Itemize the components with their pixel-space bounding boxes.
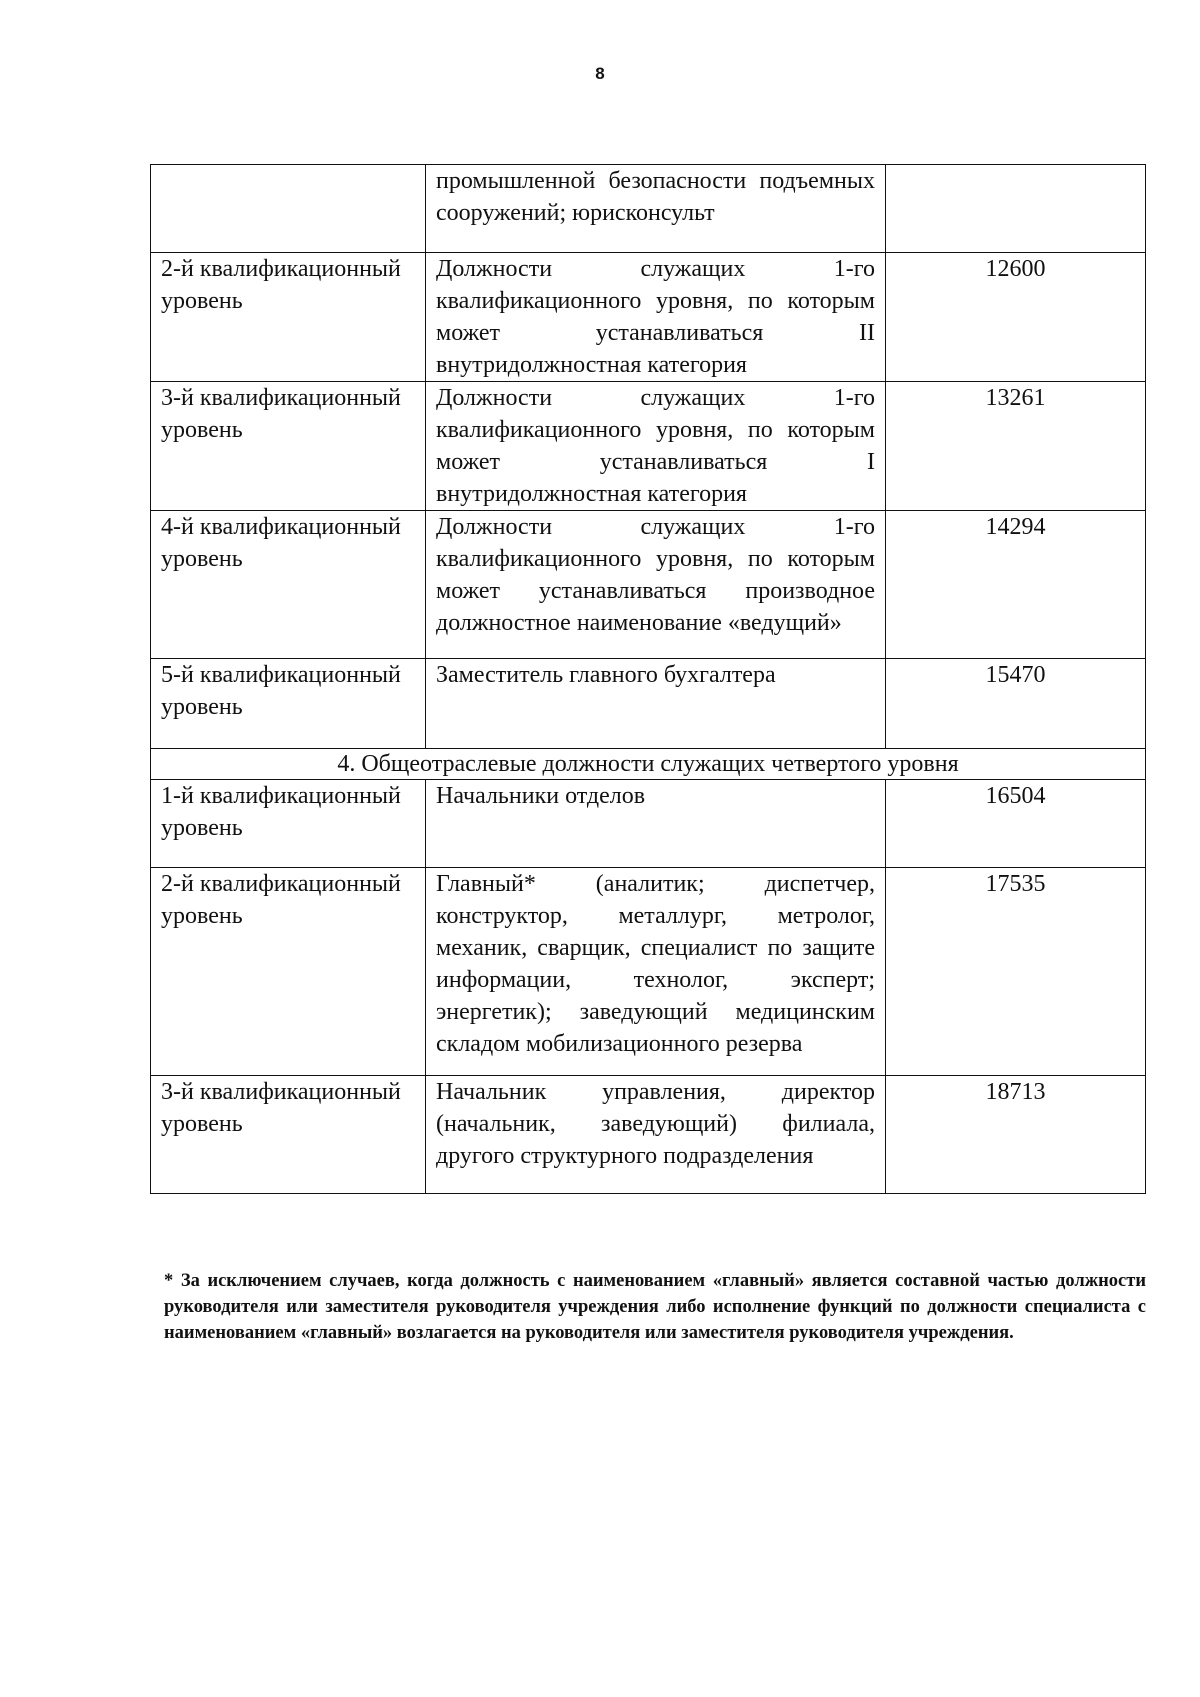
salary-cell: 14294: [886, 511, 1146, 659]
salary-cell: 13261: [886, 382, 1146, 511]
table-row: [151, 780, 1146, 868]
table-row: [151, 659, 1146, 749]
section-title: 4. Общеотраслевые должности служащих четвертого уровня: [151, 749, 1146, 780]
position-description-cell: Главный* (аналитик; диспетчер, конструктор, металлург, метролог, механик, сварщик, специалист по защите информации, технолог, эксперт; энергетик); заведующий медицинским складом мобилизационного резерва: [426, 868, 886, 1076]
salary-cell: 18713: [886, 1076, 1146, 1194]
salary-cell: 17535: [886, 868, 1146, 1076]
position-description-cell: Начальник управления, директор (начальник, заведующий) филиала, другого структурного подразделения: [426, 1076, 886, 1194]
qualification-level-cell: 4-й квалификационный уровень: [151, 511, 426, 659]
position-description-cell: промышленной безопасности подъемных сооружений; юрисконсульт: [426, 165, 886, 253]
table-body: [151, 165, 1146, 1194]
qualification-salary-table: [150, 164, 1146, 1194]
table-row: [151, 1076, 1146, 1194]
footnote-text: За исключением случаев, когда должность с наименованием «главный» является составной частью должности руководителя или заместителя руководителя учреждения либо исполнение функций по должности специалиста с наименованием «главный» возлагается на руководителя или заместителя руководителя учреждения.: [164, 1271, 1147, 1343]
salary-cell: 16504: [886, 780, 1146, 868]
qualification-level-cell: 5-й квалификационный уровень: [151, 659, 426, 749]
qualification-level-cell: [151, 165, 426, 253]
qualification-level-cell: 2-й квалификационный уровень: [151, 253, 426, 382]
position-description-cell: Начальники отделов: [426, 780, 886, 868]
section-header-row: [151, 749, 1146, 780]
table-row: [151, 165, 1146, 253]
footnote: [164, 1268, 1146, 1346]
salary-cell: 12600: [886, 253, 1146, 382]
salary-cell: [886, 165, 1146, 253]
position-description-cell: Заместитель главного бухгалтера: [426, 659, 886, 749]
page-number: 8: [595, 64, 605, 83]
position-description-cell: Должности служащих 1-го квалификационного уровня, по которым может устанавливаться производное должностное наименование «ведущий»: [426, 511, 886, 659]
qualification-level-cell: 3-й квалификационный уровень: [151, 382, 426, 511]
position-description-cell: Должности служащих 1-го квалификационного уровня, по которым может устанавливаться II внутридолжностная категория: [426, 253, 886, 382]
salary-cell: 15470: [886, 659, 1146, 749]
qualification-level-cell: 1-й квалификационный уровень: [151, 780, 426, 868]
footnote-marker: *: [164, 1271, 174, 1291]
table-row: [151, 868, 1146, 1076]
qualification-level-cell: 3-й квалификационный уровень: [151, 1076, 426, 1194]
table-row: [151, 382, 1146, 511]
position-description-cell: Должности служащих 1-го квалификационного уровня, по которым может устанавливаться I внутридолжностная категория: [426, 382, 886, 511]
qualification-level-cell: 2-й квалификационный уровень: [151, 868, 426, 1076]
table-row: [151, 511, 1146, 659]
table-row: [151, 253, 1146, 382]
